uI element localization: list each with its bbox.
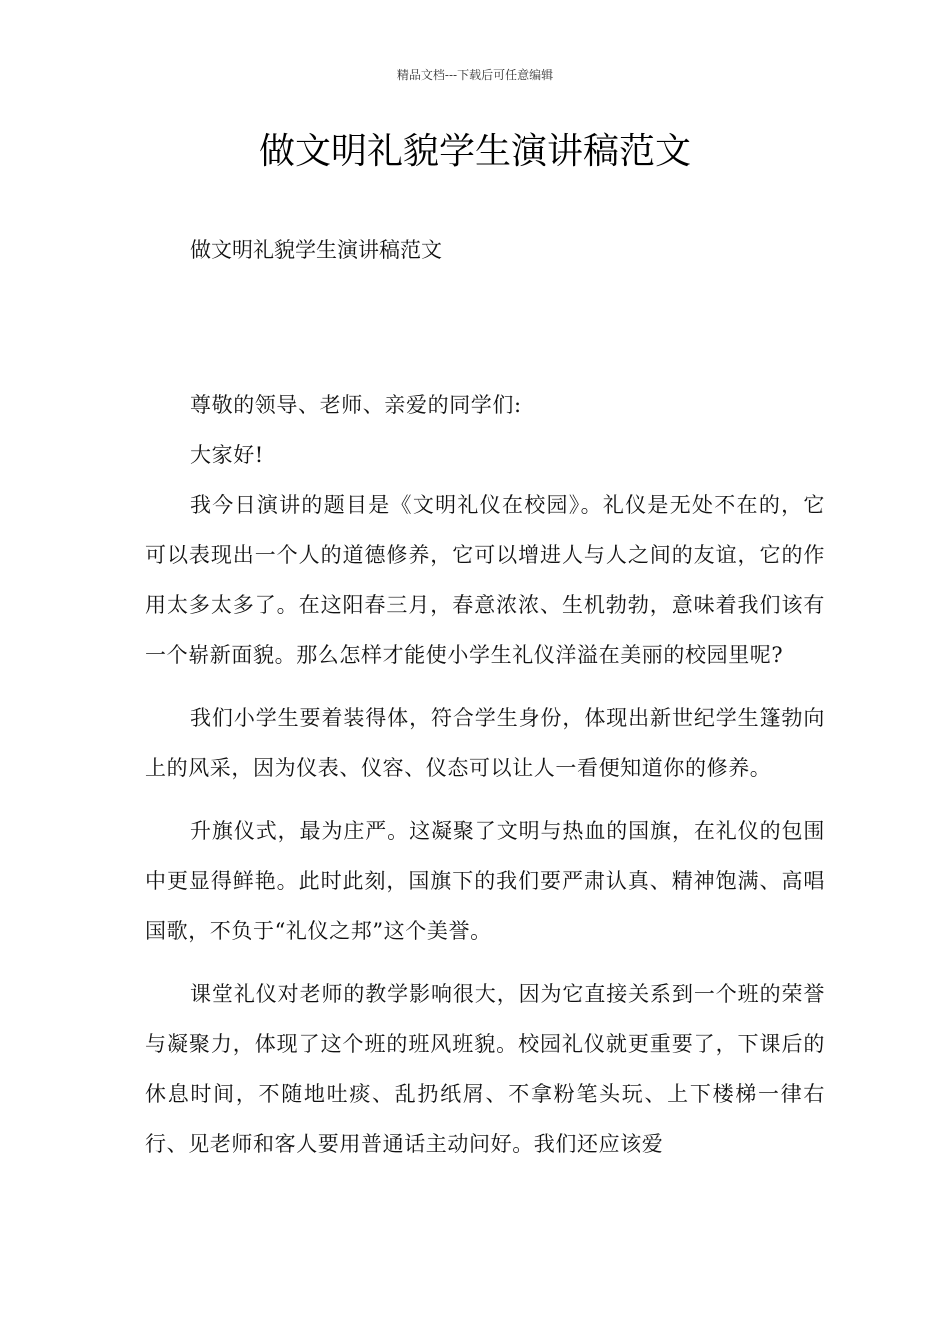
paragraph-intro: 我今日演讲的题目是《文明礼仪在校园》。礼仪是无处不在的，它可以表现出一个人的道德修养，它可以增进人与人之间的友谊，它的作用太多太多了。在这阳春三月，春意浓浓、生机勃勃，意味着我们该有一个崭新面貌。那么怎样才能使小学生礼仪洋溢在美丽的校园里呢? (145, 493, 825, 667)
paragraph-attire: 我们小学生要着装得体，符合学生身份，体现出新世纪学生篷勃向上的风采，因为仪表、仪容、仪态可以让人一看便知道你的修养。 (145, 706, 825, 780)
paragraph-greeting: 尊敬的领导、老师、亲爱的同学们: (190, 393, 522, 417)
paragraph-classroom: 课堂礼仪对老师的教学影响很大，因为它直接关系到一个班的荣誉与凝聚力，体现了这个班的班风班貌。校园礼仪就更重要了，下课后的休息时间，不随地吐痰、乱扔纸屑、不拿粉笔头玩、上下楼梯一律右行、见老师和客人要用普通话主动问好。我们还应该爱 (145, 982, 825, 1156)
document-body (145, 380, 825, 1182)
document-subtitle: 做文明礼貌学生演讲稿范文 (190, 238, 442, 262)
header-note: 精品文档---下载后可任意编辑 (396, 68, 554, 82)
document-title: 做文明礼貌学生演讲稿范文 (258, 131, 691, 172)
paragraph-hello: 大家好! (190, 443, 264, 467)
paragraph-flag-ceremony: 升旗仪式，最为庄严。这凝聚了文明与热血的国旗，在礼仪的包围中更显得鲜艳。此时此刻，国旗下的我们要严肃认真、精神饱满、高唱国歌，不负于“礼仪之邦”这个美誉。 (145, 819, 825, 943)
